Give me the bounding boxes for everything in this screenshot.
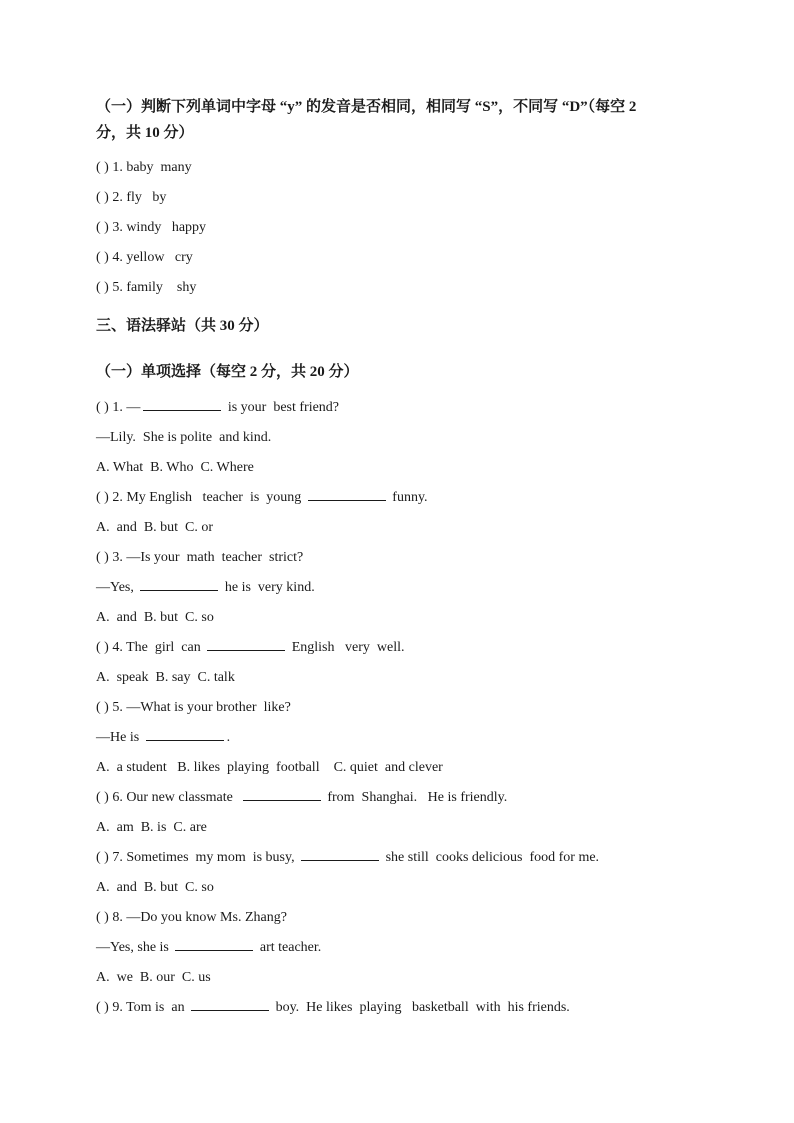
- question-text-after-blank: funny.: [388, 490, 428, 505]
- question-line: A. am B. is C. are: [96, 820, 207, 835]
- question-line-with-blank: [96, 723, 706, 753]
- question-text-before-blank: —He is: [96, 730, 143, 745]
- question-text-after-blank: he is very kind.: [221, 580, 315, 595]
- question-text-after-blank: art teacher.: [256, 940, 322, 955]
- question-text-before-blank: ( ) 4. The girl can: [96, 640, 205, 655]
- section3-title: 三、语法驿站（共 30 分）: [96, 318, 269, 334]
- answer-blank[interactable]: [146, 726, 224, 741]
- question-text-before-blank: ( ) 1. —: [96, 400, 141, 415]
- question-text-before-blank: ( ) 9. Tom is an: [96, 1000, 189, 1015]
- question-line: ( ) 5. —What is your brother like?: [96, 700, 291, 715]
- question-line: A. a student B. likes playing football C. quiet and clever: [96, 760, 443, 775]
- question-line-with-blank: [96, 483, 706, 513]
- question-line: A. we B. our C. us: [96, 970, 211, 985]
- question-text-after-blank: she still cooks delicious food for me.: [382, 850, 600, 865]
- question-text-before-blank: ( ) 7. Sometimes my mom is busy,: [96, 850, 299, 865]
- question-line-with-blank: [96, 843, 706, 873]
- answer-blank[interactable]: [243, 786, 321, 801]
- question-text-after-blank: is your best friend?: [224, 400, 340, 415]
- question-line: A. and B. but C. or: [96, 520, 214, 535]
- answer-blank[interactable]: [191, 996, 269, 1011]
- question-line-with-blank: [96, 573, 706, 603]
- part1-heading-line2: 分，共 10 分）: [96, 125, 194, 141]
- question-text-after-blank: boy. He likes playing basketball with his friends.: [272, 1000, 570, 1015]
- question-line: A. What B. Who C. Where: [96, 460, 254, 475]
- part1-heading-line1: （一）判断下列单词中字母 “y” 的发音是否相同，相同写 “S”，不同写 “D”（每空 2: [96, 99, 637, 115]
- part1-item: ( ) 3. windy happy: [96, 220, 207, 235]
- question-text-before-blank: ( ) 2. My English teacher is young: [96, 490, 305, 505]
- answer-blank[interactable]: [308, 486, 386, 501]
- part1-item: ( ) 4. yellow cry: [96, 250, 193, 265]
- question-line-with-blank: [96, 933, 706, 963]
- question-line-with-blank: [96, 993, 706, 1023]
- question-line: A. speak B. say C. talk: [96, 670, 235, 685]
- question-line: ( ) 8. —Do you know Ms. Zhang?: [96, 910, 287, 925]
- question-line: A. and B. but C. so: [96, 610, 214, 625]
- part1-item: ( ) 5. family shy: [96, 280, 197, 295]
- answer-blank[interactable]: [301, 846, 379, 861]
- answer-blank[interactable]: [143, 396, 221, 411]
- answer-blank[interactable]: [175, 936, 253, 951]
- question-line: ( ) 3. —Is your math teacher strict?: [96, 550, 304, 565]
- question-line-with-blank: [96, 783, 706, 813]
- question-text-after-blank: from Shanghai. He is friendly.: [323, 790, 508, 805]
- question-text-after-blank: .: [226, 730, 231, 745]
- answer-blank[interactable]: [140, 576, 218, 591]
- worksheet-page: [96, 94, 706, 1023]
- part1-item: ( ) 2. fly by: [96, 190, 167, 205]
- question-text-before-blank: ( ) 6. Our new classmate: [96, 790, 240, 805]
- question-text-before-blank: —Yes, she is: [96, 940, 173, 955]
- question-line-with-blank: [96, 633, 706, 663]
- question-list: [96, 393, 706, 1023]
- answer-blank[interactable]: [207, 636, 285, 651]
- section3-sub-heading: （一）单项选择（每空 2 分，共 20 分）: [96, 364, 359, 380]
- question-line-with-blank: [96, 393, 706, 423]
- question-text-after-blank: English very well.: [288, 640, 405, 655]
- question-line: —Lily. She is polite and kind.: [96, 430, 272, 445]
- part1-heading: [96, 94, 706, 146]
- question-line: A. and B. but C. so: [96, 880, 214, 895]
- question-text-before-blank: —Yes,: [96, 580, 138, 595]
- part1-item: ( ) 1. baby many: [96, 160, 192, 175]
